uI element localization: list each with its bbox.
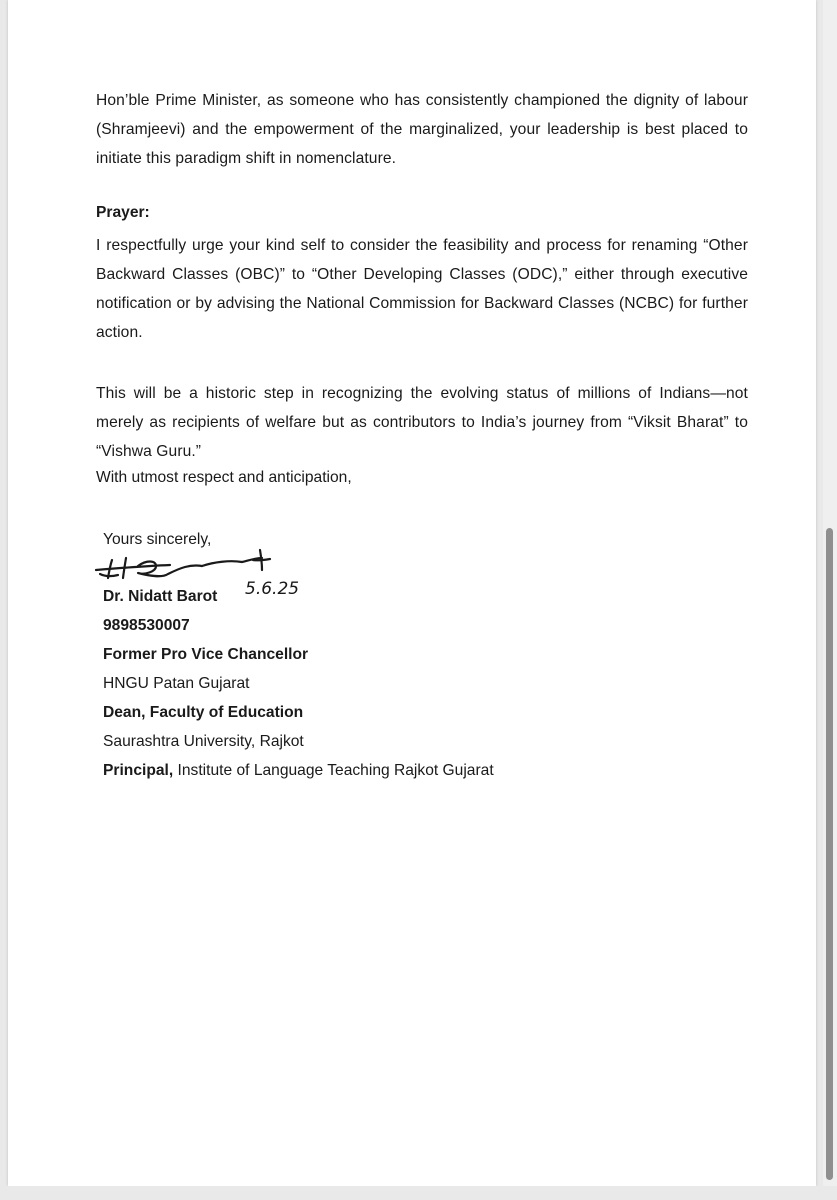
prayer-heading: Prayer: (96, 204, 150, 221)
prayer-paragraph (96, 231, 748, 347)
historic-text: This will be a historic step in recognizing the evolving status of millions of Indians—not merely as recipients of welfare but as contributors to India’s journey from “Viksit Bharat” to “Vishwa Guru.” (96, 385, 748, 460)
signatory-title-1: Former Pro Vice Chancellor (103, 646, 309, 663)
signoff: Yours sincerely, (103, 531, 212, 548)
signatory-org-2: Saurashtra University, Rajkot (103, 733, 304, 750)
historic-paragraph (96, 379, 748, 466)
scrollbar-thumb[interactable] (826, 528, 833, 1180)
letter-page (8, 0, 816, 1186)
signatory-phone: 9898530007 (103, 617, 190, 634)
viewer-bottom-edge (0, 1186, 837, 1200)
signatory-org-1: HNGU Patan Gujarat (103, 675, 250, 692)
signatory-line-3 (103, 756, 494, 785)
signatory-title-2: Dean, Faculty of Education (103, 704, 304, 721)
signature-date: 5.6.25 (245, 579, 300, 599)
scrollbar-track[interactable] (823, 0, 837, 1186)
signatory-title-3: Principal, (103, 762, 174, 779)
intro-text: Hon’ble Prime Minister, as someone who has consistently championed the dignity of labour (Shramjeevi) and the empowerment of the marginalized, your leadership is best placed to initiate this paradigm shift in nomenclature. (96, 92, 748, 167)
signatory-block (103, 582, 494, 785)
prayer-text: I respectfully urge your kind self to consider the feasibility and process for renaming “Other Backward Classes (OBC)” to “Other Developing Classes (ODC),” either through executive notification or by advising the National Commission for Backward Classes (NCBC) for further action. (96, 237, 748, 341)
signatory-name: Dr. Nidatt Barot (103, 588, 218, 605)
closing-line: With utmost respect and anticipation, (96, 469, 352, 486)
signatory-org-3: Institute of Language Teaching Rajkot Gujarat (173, 762, 494, 779)
intro-paragraph (96, 86, 748, 173)
